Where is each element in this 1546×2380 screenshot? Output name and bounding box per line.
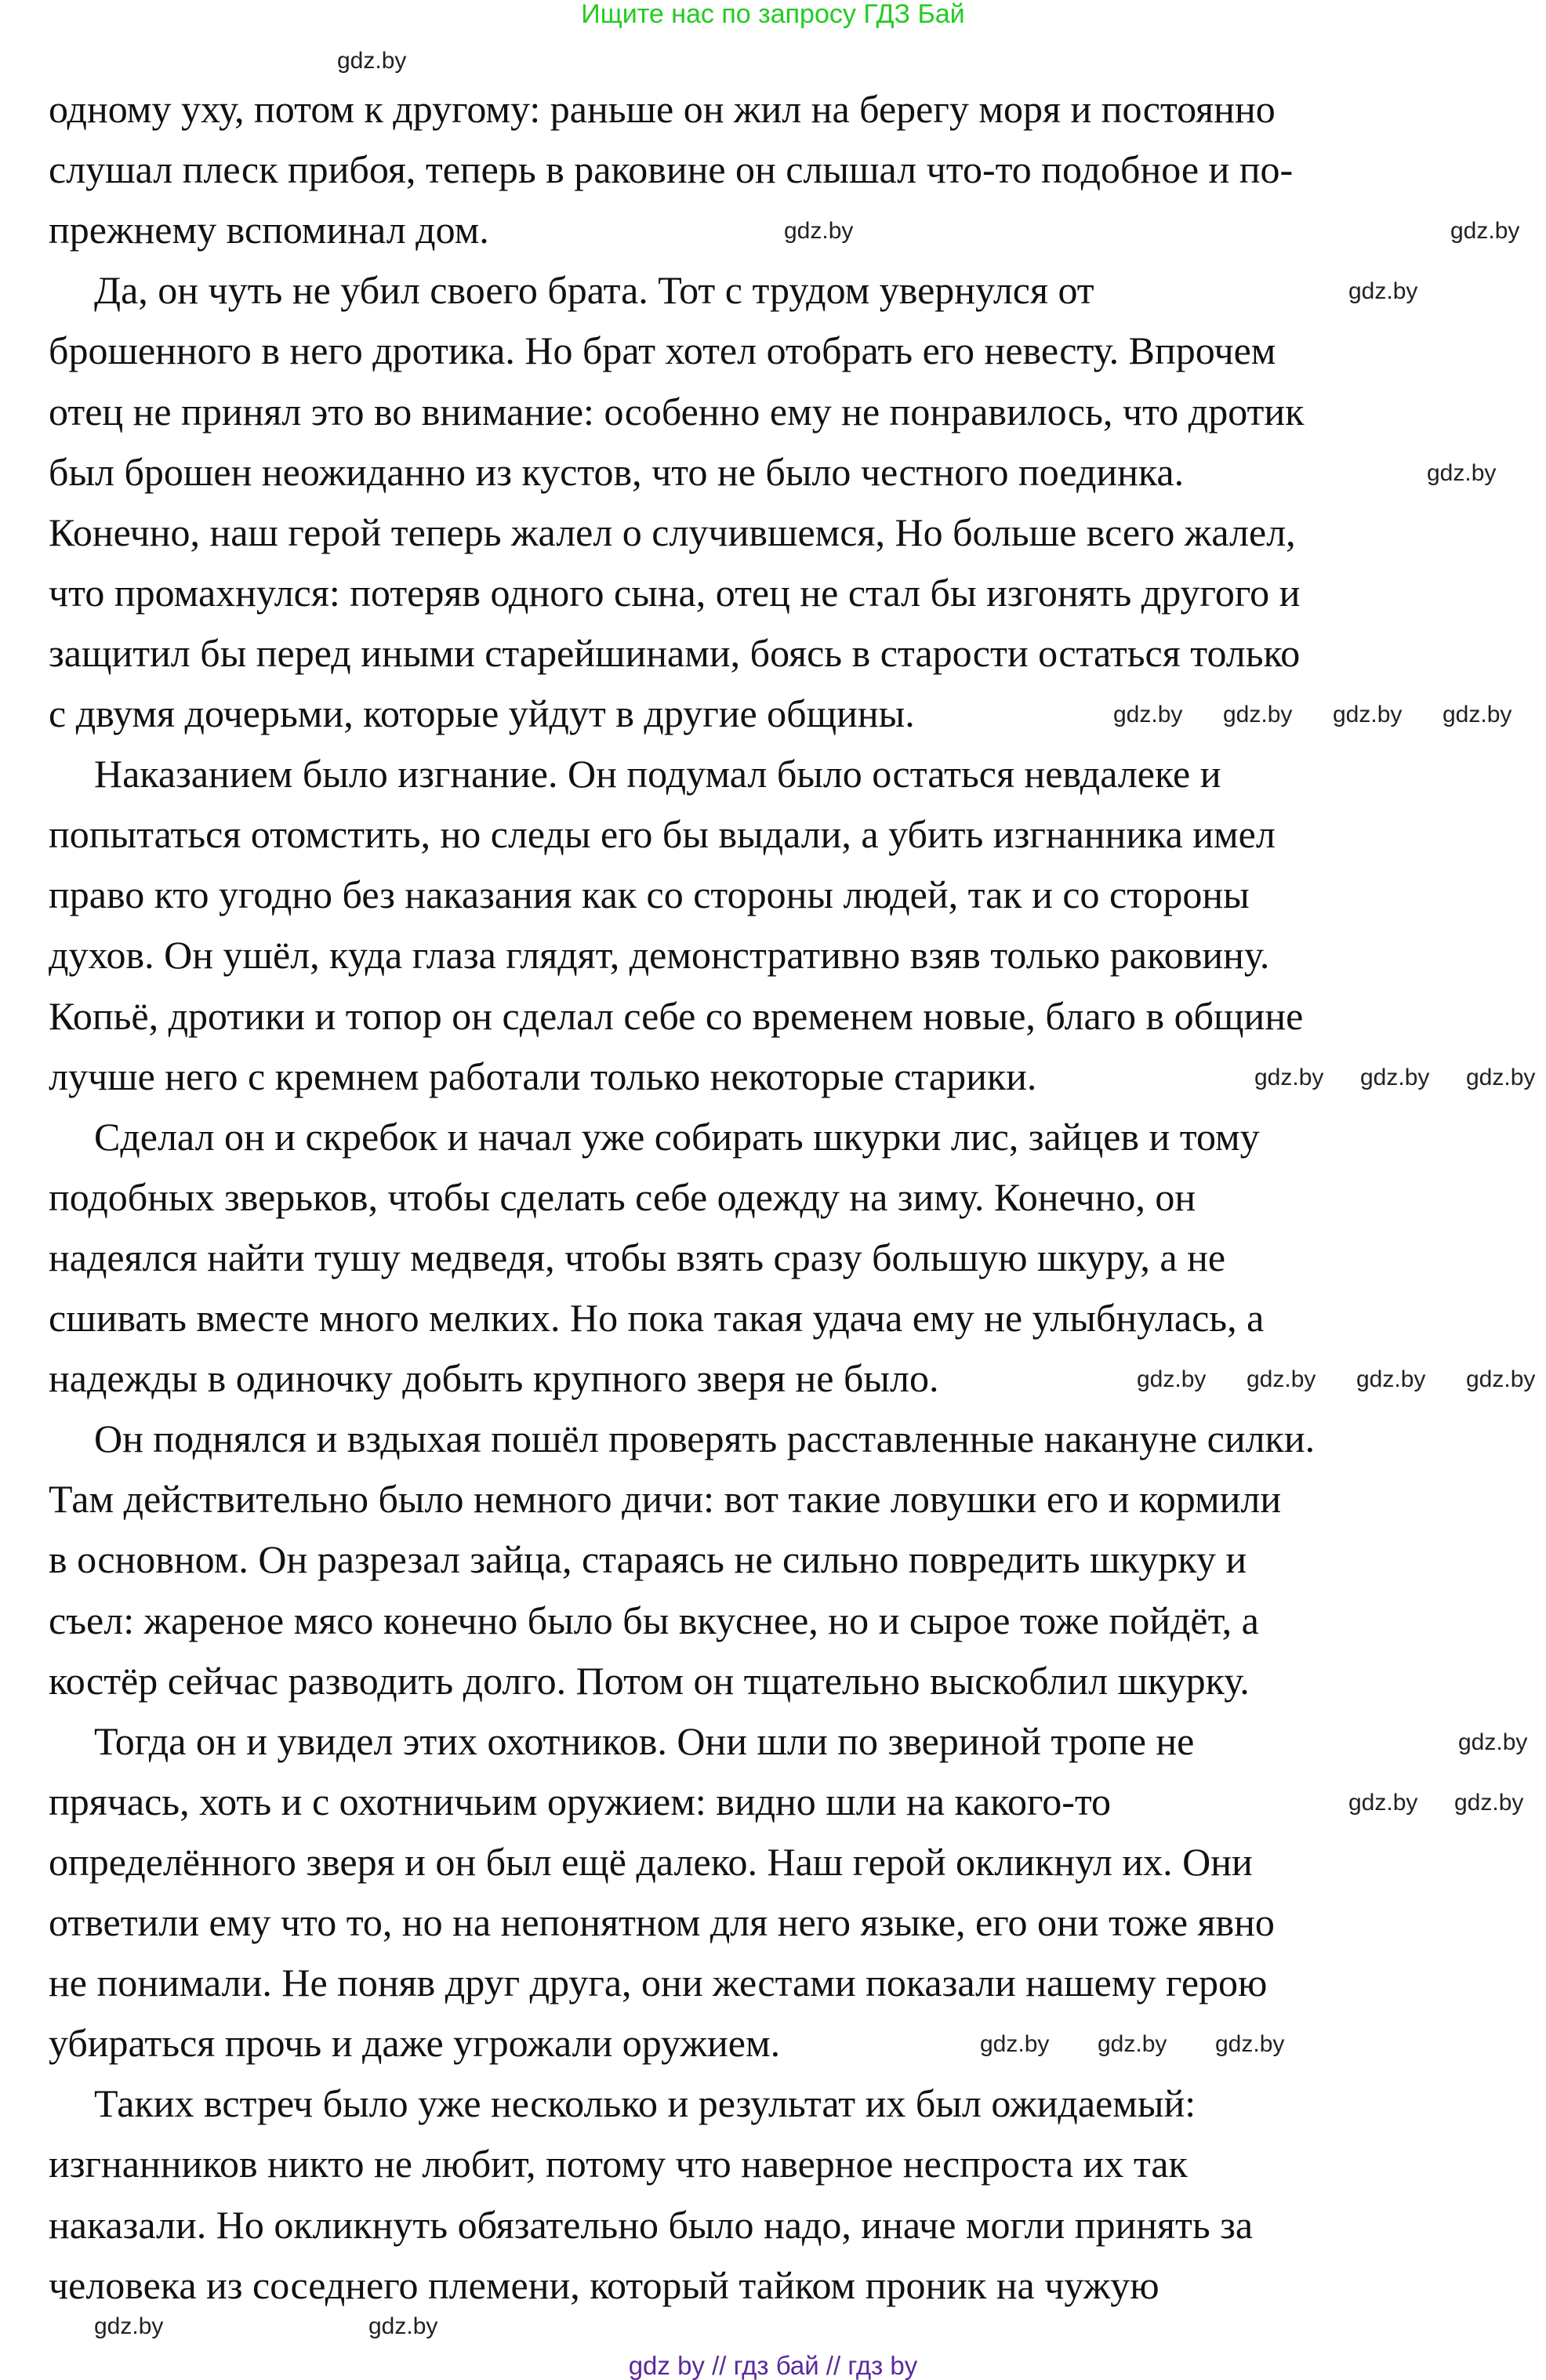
watermark: gdz.by	[1098, 2031, 1167, 2058]
text-line: сшивать вместе много мелких. Но пока такая удача ему не улыбнулась, а	[49, 1296, 1265, 1340]
footer-links[interactable]: gdz by // гдз бай // гдз by	[628, 2351, 918, 2380]
text-line: что промахнулся: потеряв одного сына, отец не стал бы изгонять другого и	[49, 570, 1301, 615]
promo-header: Ищите нас по запросу ГДЗ Бай	[581, 0, 965, 29]
text-line: надежды в одиночку добыть крупного зверя не было.	[49, 1356, 939, 1401]
watermark: gdz.by	[1360, 1064, 1430, 1090]
text-line: одному уху, потом к другому: раньше он жил на берегу моря и постоянно	[49, 87, 1276, 131]
watermark: gdz.by	[1454, 1789, 1524, 1816]
watermark: gdz.by	[1458, 1729, 1528, 1755]
text-line: Тогда он и увидел этих охотников. Они шли по звериной тропе не	[94, 1718, 1195, 1763]
text-line: в основном. Он разрезал зайца, стараясь не сильно повредить шкурку и	[49, 1537, 1247, 1582]
watermark: gdz.by	[1137, 1366, 1207, 1393]
text-line: ответили ему что то, но на непонятном для него языке, его они тоже явно	[49, 1900, 1275, 1944]
text-line: прежнему вспоминал дом.	[49, 208, 489, 252]
watermark: gdz.by	[1466, 1064, 1536, 1090]
text-line: убираться прочь и даже угрожали оружием.	[49, 2021, 781, 2066]
watermark: gdz.by	[784, 218, 854, 245]
watermark: gdz.by	[1466, 1366, 1536, 1393]
watermark: gdz.by	[1254, 1064, 1324, 1090]
text-line: Наказанием было изгнание. Он подумал было остаться невдалеке и	[94, 752, 1221, 796]
text-line: Таких встреч было уже несколько и результат их был ожидаемый:	[94, 2081, 1196, 2126]
watermark: gdz.by	[1247, 1366, 1316, 1393]
watermark: gdz.by	[1356, 1366, 1426, 1393]
watermark: gdz.by	[1427, 459, 1497, 486]
text-line: не понимали. Не поняв друг друга, они жестами показали нашему герою	[49, 1961, 1268, 2005]
watermark: gdz.by	[368, 2313, 438, 2339]
text-line: Он поднялся и вздыхая пошёл проверять расставленные накануне силки.	[94, 1417, 1316, 1461]
watermark: gdz.by	[980, 2031, 1050, 2058]
text-line: Там действительно было немного дичи: вот такие ловушки его и кормили	[49, 1477, 1282, 1522]
watermark: gdz.by	[1443, 702, 1512, 727]
text-line: определённого зверя и он был ещё далеко. Наш герой окликнул их. Они	[49, 1839, 1253, 1884]
watermark: gdz.by	[1450, 218, 1520, 245]
text-line: Конечно, наш герой теперь жалел о случившемся, Но больше всего жалел,	[49, 510, 1296, 554]
watermark: gdz.by	[1113, 702, 1183, 727]
text-line: право кто угодно без наказания как со стороны людей, так и со стороны	[49, 873, 1250, 917]
watermark: gdz.by	[1333, 702, 1403, 727]
watermark: gdz.by	[1348, 278, 1418, 305]
text-line: духов. Он ушёл, куда глаза глядят, демонстративно взяв только раковину.	[49, 933, 1270, 978]
watermark: gdz.by	[1223, 702, 1293, 727]
text-line: Сделал он и скребок и начал уже собирать шкурки лис, зайцев и тому	[94, 1114, 1260, 1159]
watermark: gdz.by	[1348, 1789, 1418, 1816]
text-line: подобных зверьков, чтобы сделать себе одежду на зиму. Конечно, он	[49, 1174, 1196, 1219]
text-line: отец не принял это во внимание: особенно ему не понравилось, что дротик	[49, 389, 1305, 434]
text-line: человека из соседнего племени, который тайком проник на чужую	[49, 2262, 1160, 2307]
text-line: прячась, хоть и с охотничьим оружием: видно шли на какого-то	[49, 1779, 1112, 1823]
text-line: был брошен неожиданно из кустов, что не было честного поединка.	[49, 449, 1185, 494]
text-line: костёр сейчас разводить долго. Потом он тщательно выскоблил шкурку.	[49, 1658, 1250, 1703]
text-line: Да, он чуть не убил своего брата. Тот с трудом увернулся от	[94, 268, 1094, 313]
text-line: слушал плеск прибоя, теперь в раковине он слышал что-то подобное и по-	[49, 147, 1294, 192]
text-line: лучше него с кремнем работали только некоторые старики.	[49, 1054, 1037, 1098]
text-line: защитил бы перед иными старейшинами, боясь в старости остаться только	[49, 630, 1301, 675]
text-line: съел: жареное мясо конечно было бы вкуснее, но и сырое тоже пойдёт, а	[49, 1598, 1259, 1642]
text-line: попытаться отомстить, но следы его бы выдали, а убить изгнанника имел	[49, 812, 1276, 857]
text-line: наказали. Но окликнуть обязательно было надо, иначе могли принять за	[49, 2202, 1254, 2247]
text-line: изгнанников никто не любит, потому что наверное неспроста их так	[49, 2142, 1188, 2186]
text-line: с двумя дочерьми, которые уйдут в другие общины.	[49, 691, 915, 735]
text-line: брошенного в него дротика. Но брат хотел отобрать его невесту. Впрочем	[49, 328, 1276, 373]
watermark: gdz.by	[1215, 2031, 1285, 2058]
text-line: Копьё, дротики и топор он сделал себе со временем новые, благо в общине	[49, 993, 1304, 1038]
watermark: gdz.by	[337, 48, 407, 74]
watermark: gdz.by	[94, 2313, 164, 2339]
text-line: надеялся найти тушу медведя, чтобы взять сразу большую шкуру, а не	[49, 1235, 1226, 1279]
